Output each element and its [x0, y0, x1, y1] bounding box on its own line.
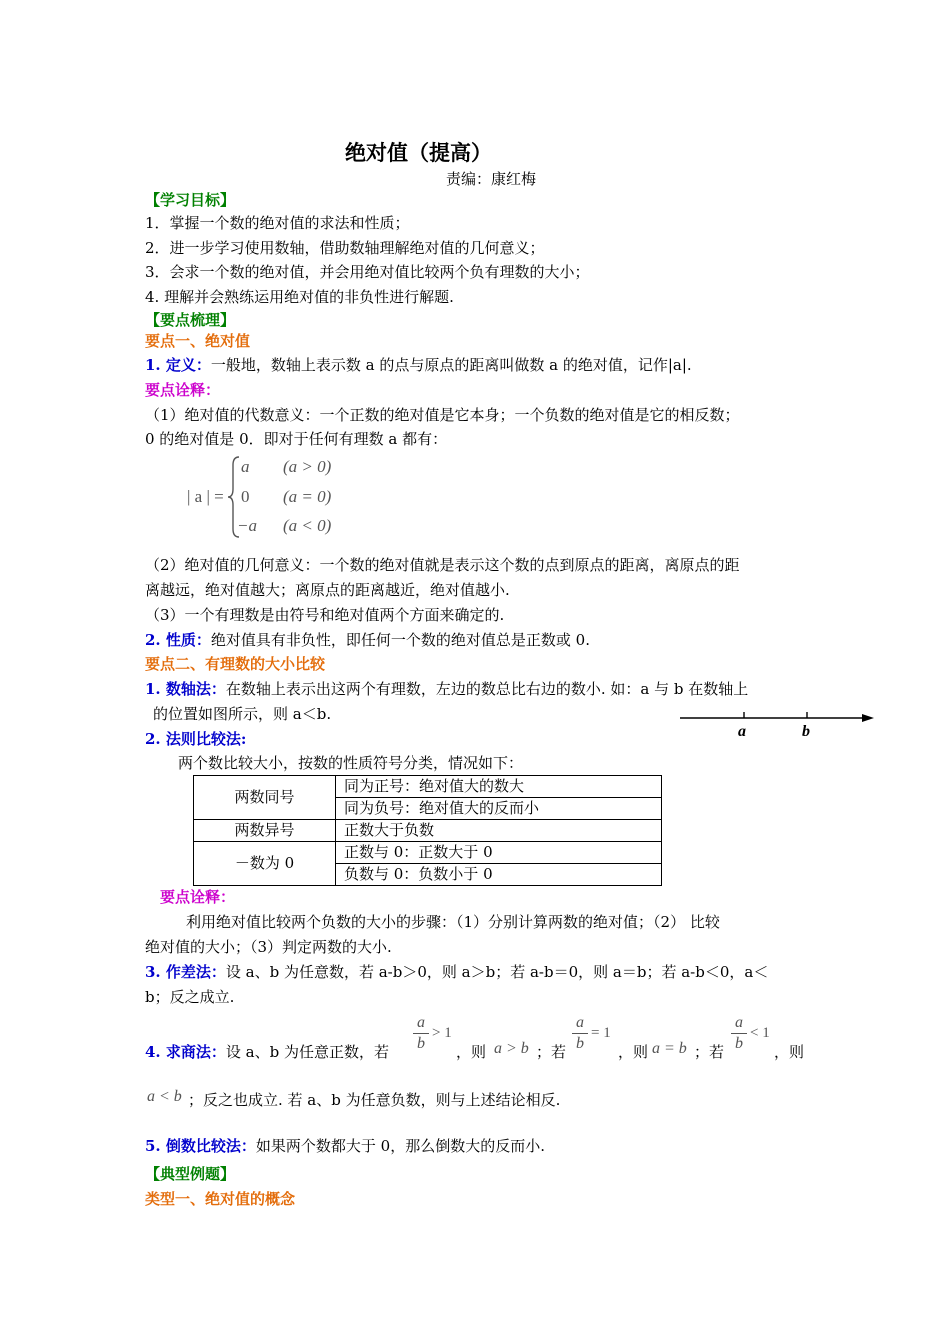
fraction-numerator: a [576, 1014, 584, 1031]
note1-line1: （1）绝对值的代数意义：一个正数的绝对值是它本身；一个负数的绝对值是它的相反数； [145, 406, 740, 424]
page-title: 绝对值（提高） [345, 141, 492, 165]
relation-lt-one: < 1 [750, 1025, 770, 1041]
table-row [194, 776, 662, 798]
quotient-text: ；若 [694, 1043, 725, 1061]
formula-expr: 0 [241, 487, 250, 506]
note2-text-line1: 利用绝对值比较两个负数的大小的步骤：（1）分别计算两数的绝对值；（2） 比较 [186, 913, 720, 931]
fraction-numerator: a [735, 1014, 743, 1031]
result-a-eq-b: a = b [652, 1040, 687, 1057]
quotient-line2: ；反之也成立. 若 a、b 为任意负数，则与上述结论相反. [188, 1091, 561, 1109]
note2-label: 要点诠释： [160, 888, 236, 906]
formula-expr: a [241, 457, 250, 476]
rule-intro: 两个数比较大小，按数的性质符号分类，情况如下： [178, 754, 524, 772]
definition-label: 1. 定义： [145, 356, 211, 374]
note1-line2: 0 的绝对值是 0．即对于任何有理数 a 都有： [145, 430, 448, 448]
note-label: 要点诠释： [145, 381, 221, 399]
difference-method-text: 设 a、b 为任意数，若 a-b＞0，则 a＞b；若 a-b＝0，则 a＝b；若 a-b＜0，a＜ [225, 963, 769, 981]
comparison-table [193, 775, 662, 886]
definition-line [145, 358, 692, 373]
difference-method-label: 3. 作差法： [145, 963, 226, 981]
axis-method-text: 在数轴上表示出这两个有理数，左边的数总比右边的数小. 如：a 与 b 在数轴上 [225, 680, 749, 698]
formula-cond: (a > 0) [283, 457, 332, 476]
quotient-method-line [145, 1045, 389, 1060]
quotient-text: ，则 [774, 1043, 805, 1061]
note2-text-line2: 绝对值的大小；（3）判定两数的大小. [145, 938, 392, 956]
table-cell: 正数与 0：正数大于 0 [336, 842, 662, 864]
note3-line: （3）一个有理数是由符号和绝对值两个方面来确定的. [145, 606, 505, 624]
table-row [194, 842, 662, 864]
definition-text: 一般地，数轴上表示数 a 的点与原点的距离叫做数 a 的绝对值，记作|a|. [210, 356, 692, 374]
axis-method-label: 1. 数轴法： [145, 680, 226, 698]
table-cell: 同为正号：绝对值大的数大 [336, 776, 662, 798]
property-label: 2. 性质： [145, 631, 211, 649]
rule-method-label: 2. 法则比较法: [145, 730, 247, 748]
section-examples: 【典型例题】 [145, 1165, 236, 1183]
section-points: 【要点梳理】 [145, 311, 236, 329]
number-line-label-a: a [738, 723, 746, 740]
fraction-a-over-b [572, 1015, 588, 1052]
point1-heading: 要点一、绝对值 [145, 332, 251, 350]
fraction-a-over-b [731, 1015, 747, 1052]
result-a-lt-b: a < b [147, 1088, 182, 1105]
fraction-numerator: a [417, 1014, 425, 1031]
property-line [145, 633, 590, 648]
table-row [194, 820, 662, 842]
result-a-gt-b: a > b [494, 1040, 529, 1057]
axis-method-line2: 的位置如图所示，则 a＜b. [153, 705, 332, 723]
table-cell: 正数大于负数 [336, 820, 662, 842]
quotient-method-text: 设 a、b 为任意正数，若 [225, 1043, 389, 1061]
formula-cond: (a = 0) [283, 487, 332, 506]
quotient-text: ；若 [536, 1043, 567, 1061]
point2-heading: 要点二、有理数的大小比较 [145, 655, 326, 673]
goal-item: 3．会求一个数的绝对值，并会用绝对值比较两个负有理数的大小； [145, 263, 590, 281]
table-cell: 两数异号 [194, 820, 336, 842]
formula-cond: (a < 0) [283, 516, 332, 535]
table-cell: 负数与 0：负数小于 0 [336, 864, 662, 886]
note2-line2: 离越远，绝对值越大；离原点的距离越近，绝对值越小. [145, 581, 510, 599]
goal-item: 2．进一步学习使用数轴，借助数轴理解绝对值的几何意义； [145, 239, 545, 257]
table-cell: －数为 0 [194, 842, 336, 886]
formula-expr: −a [237, 516, 257, 535]
number-line-label-b: b [802, 723, 810, 740]
fraction-denominator: b [735, 1035, 743, 1052]
fraction-denominator: b [417, 1035, 425, 1052]
difference-method-line [145, 965, 768, 980]
number-line [678, 708, 878, 744]
formula-lhs: | a | = [187, 487, 224, 506]
quotient-method-label: 4. 求商法： [145, 1043, 226, 1061]
reciprocal-method-label: 5. 倒数比较法： [145, 1137, 256, 1155]
relation-gt-one: > 1 [432, 1025, 452, 1041]
note2-line1: （2）绝对值的几何意义：一个数的绝对值就是表示这个数的点到原点的距离，离原点的距 [145, 556, 740, 574]
quotient-text: ，则 [456, 1043, 487, 1061]
table-cell: 同为负号：绝对值大的反而小 [336, 798, 662, 820]
section-goals: 【学习目标】 [145, 191, 236, 209]
quotient-text: ，则 [618, 1043, 649, 1061]
type1-heading: 类型一、绝对值的概念 [145, 1190, 296, 1208]
axis-method-line [145, 682, 748, 697]
difference-method-line2: b；反之成立. [145, 988, 235, 1006]
relation-eq-one: = 1 [591, 1025, 611, 1041]
property-text: 绝对值具有非负性，即任何一个数的绝对值总是正数或 0. [210, 631, 590, 649]
goal-item: 4. 理解并会熟练运用绝对值的非负性进行解题. [145, 288, 454, 306]
editor-line: 责编：康红梅 [446, 170, 537, 188]
fraction-denominator: b [576, 1035, 584, 1052]
goal-item: 1．掌握一个数的绝对值的求法和性质； [145, 214, 410, 232]
reciprocal-method-text: 如果两个数都大于 0，那么倒数大的反而小. [255, 1137, 545, 1155]
table-cell: 两数同号 [194, 776, 336, 820]
reciprocal-method-line [145, 1139, 545, 1154]
fraction-a-over-b [413, 1015, 429, 1052]
